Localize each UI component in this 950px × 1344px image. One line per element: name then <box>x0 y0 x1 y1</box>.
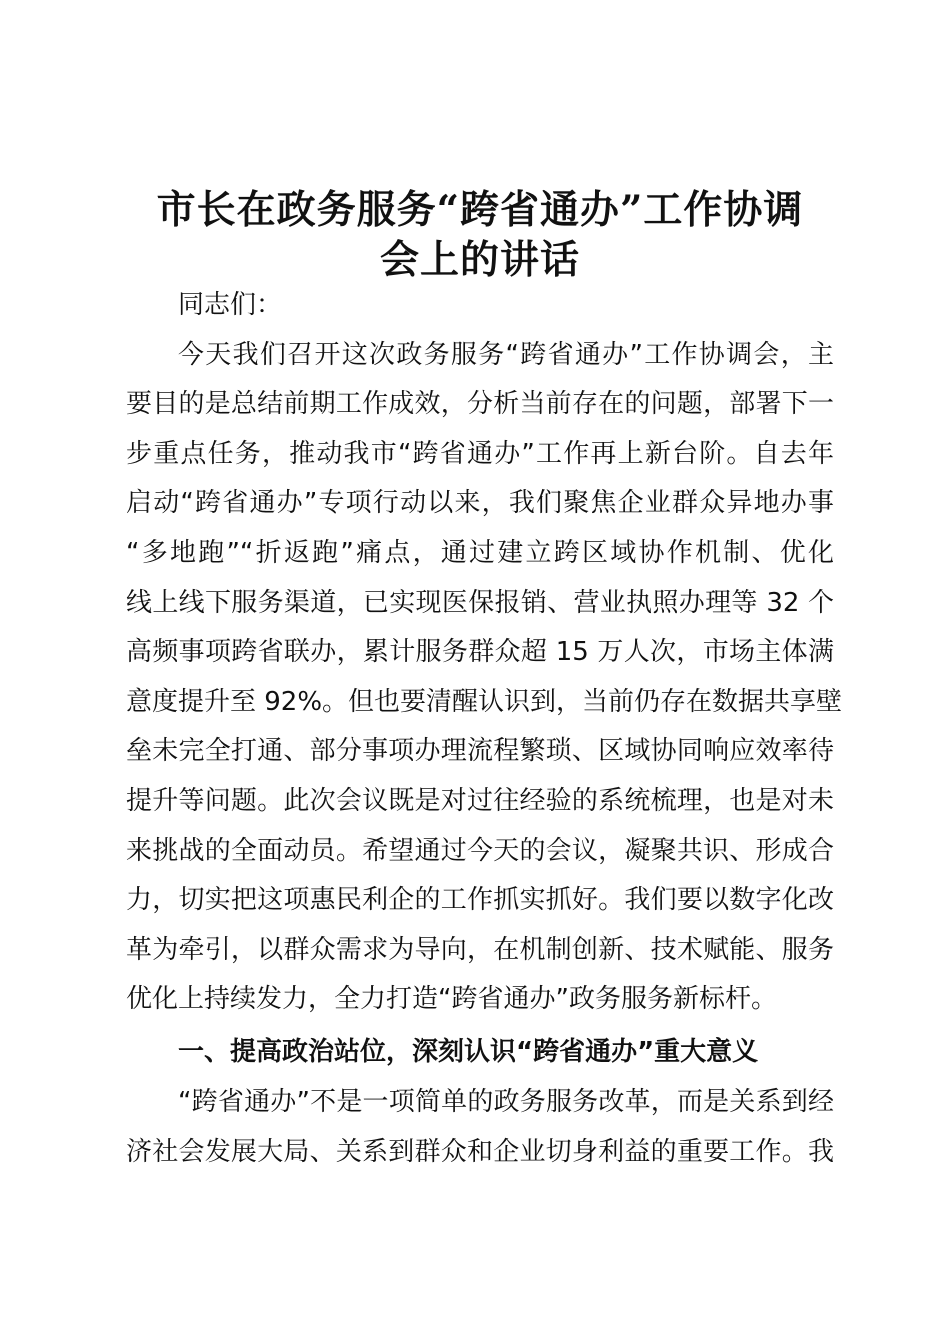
paragraph-line: “跨省通办”不是一项简单的政务服务改革，而是关系到经 <box>178 1087 834 1117</box>
paragraph-line: 今天我们召开这次政务服务“跨省通办”工作协调会，主 <box>178 340 834 370</box>
paragraph-line: “多地跑”“折返跑”痛点，通过建立跨区域协作机制、优化 <box>126 538 834 568</box>
paragraph-line: 提升等问题。此次会议既是对过往经验的系统梳理，也是对未 <box>126 786 834 816</box>
paragraph-line: 高频事项跨省联办，累计服务群众超 15 万人次，市场主体满 <box>126 637 834 667</box>
paragraph-line: 意度提升至 92%。但也要清醒认识到，当前仍存在数据共享壁 <box>126 687 843 717</box>
document-title-line-2: 会上的讲话 <box>379 237 580 283</box>
section-heading: 一、提高政治站位，深刻认识“跨省通办”重大意义 <box>178 1037 759 1067</box>
paragraph-line: 步重点任务，推动我市“跨省通办”工作再上新台阶。自去年 <box>126 439 834 469</box>
paragraph-line: 革为牵引，以群众需求为导向，在机制创新、技术赋能、服务 <box>126 935 834 965</box>
paragraph-line: 优化上持续发力，全力打造“跨省通办”政务服务新标杆。 <box>126 984 777 1014</box>
paragraph-line: 力，切实把这项惠民利企的工作抓实抓好。我们要以数字化改 <box>126 885 834 915</box>
paragraph-line: 线上线下服务渠道，已实现医保报销、营业执照办理等 32 个 <box>126 588 834 618</box>
paragraph-line: 启动“跨省通办”专项行动以来，我们聚焦企业群众异地办事 <box>126 488 834 518</box>
paragraph-line: 要目的是总结前期工作成效，分析当前存在的问题，部署下一 <box>126 389 834 419</box>
paragraph-line: 垒未完全打通、部分事项办理流程繁琐、区域协同响应效率待 <box>126 736 834 766</box>
paragraph-line: 来挑战的全面动员。希望通过今天的会议，凝聚共识、形成合 <box>126 836 834 866</box>
paragraph-line: 济社会发展大局、关系到群众和企业切身利益的重要工作。我 <box>126 1137 834 1167</box>
document-title-line-1: 市长在政务服务“跨省通办”工作协调 <box>156 187 804 233</box>
salutation: 同志们： <box>178 290 283 320</box>
